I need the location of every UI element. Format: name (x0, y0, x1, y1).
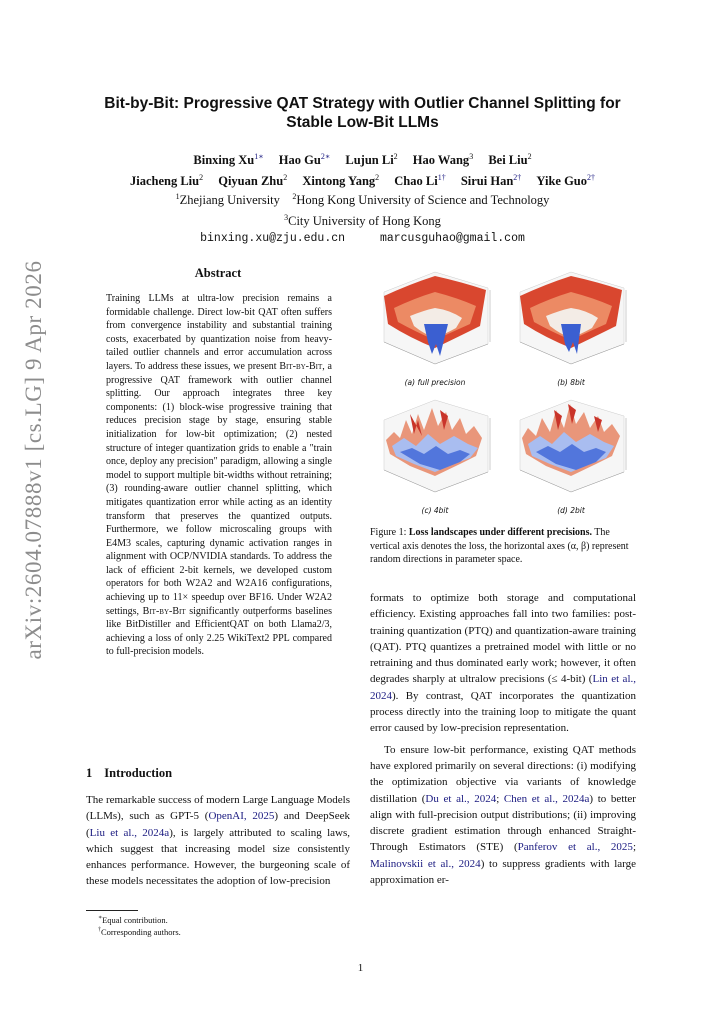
author: Sirui Han$^{2\dagger}$ (460, 173, 522, 189)
author: Binxing $Xu^{1∗}$ (193, 152, 264, 168)
panel-8bit (506, 262, 636, 388)
paragraph: To ensure low-bit performance, existing QAT methods have explored primarily on several directions: (i) modifying the optimization objective via variants of knowledge distillation (Du et al., 2024; Chen et al., 2024a) to better align with full-precision output distributions; (ii) improving discrete gradient estimation through enhanced Straight-Through Estimators (STE) (Panferov et al., 2025; Malinovskii et al., 2024) to suppress gradients with large approximation er- (370, 743, 637, 887)
email-link[interactable]: binxing.xu@zju.edu.cn (200, 232, 346, 246)
surface-plot (506, 262, 636, 378)
author-list (80, 148, 645, 190)
arxiv-id: arXiv:2604.07888v1 [cs.LG] 9 Apr 2026 (21, 260, 46, 660)
affiliations: $^1$Zhejiang University $^2$Hong Kong University of Science and Technology $^3$City University of Hong Kong binxing.xu@zju.edu.cn marcusguhao@gmail.com (175, 192, 550, 246)
panel-4bit (370, 390, 500, 516)
author: Hao $Gu^{2∗}$ (278, 152, 331, 168)
author: Chao $Li^{1\dagger}$ (394, 173, 446, 189)
author-line-1 (80, 148, 645, 169)
figure-loss-landscapes (368, 262, 638, 522)
panel-label: (a) full precision (404, 378, 466, 387)
abstract-heading: Abstract (194, 266, 242, 280)
citation-link[interactable]: OpenAI, 2025 (208, 810, 275, 823)
citation-link[interactable]: Panferov et al., 2025 (517, 841, 633, 854)
surface-plot (506, 390, 636, 506)
footnote-rule (86, 910, 138, 911)
author: Jiacheng Liu$^2$ (129, 173, 204, 189)
footnote: †Corresponding authors. (98, 926, 181, 937)
citation-link[interactable]: Chen et al., 2024a (503, 792, 590, 805)
author: Bei Liu$^2$ (488, 152, 532, 168)
panel-2bit (506, 390, 636, 516)
author: Lujun Li$^2$ (345, 152, 398, 168)
panel-label: (c) 4bit (421, 506, 449, 515)
citation-link[interactable]: Du et al., 2024 (425, 792, 497, 805)
citation-link[interactable]: Malinovskii et al., 2024 (370, 857, 481, 870)
surface-plot (370, 390, 500, 506)
page-number: 1 (357, 962, 364, 974)
citation-link[interactable]: Liu et al., 2024a (89, 826, 170, 839)
paragraph: formats to optimize both storage and computational efficiency. Existing approaches fall into two families: post-training quantization (PTQ) and quantization-aware training (QAT). PTQ quantizes a pretrained model with little or no retraining and thus dominated early work; however, it often degrades sharply at ultralow precisions (≤ 4-bit) (Lin et al., 2024). By contrast, QAT incorporates the quantization process directly into the training loop to mitigate the quant error caused by low-precision representation. (370, 592, 636, 735)
footnote: ∗Equal contribution. (98, 914, 168, 925)
author: Qiyuan Zhu$^2$ (218, 173, 288, 189)
panel-label: (d) 2bit (557, 506, 585, 515)
email-link[interactable]: marcusguhao@gmail.com (379, 232, 525, 246)
right-column-text (370, 590, 636, 893)
abstract-body: Training LLMs at ultra-low precision remains a formidable challenge. Direct low-bit QAT often suffers from convergence instability and substantial training costs, exacerbated by quantization noise from heavy-tailed outlier channels and error accumulation across layers. To address these issues, we present Bit-by-Bit, a progressive QAT framework with outlier channel splitting. Our approach integrates three key components: (1) block-wise progressive training that reduces precision stage by stage, ensuring stable initialization for low-bit optimization; (2) nested structure of integer quantization grids to enable a "train once, deploy any precision" paradigm, allowing a single model to support multiple bit-widths without retraining; (3) rounding-aware outlier channel splitting, which mitigates quantization error while acting as an identity transform that preserves the quantized outputs. Furthermore, we follow microscaling groups with E4M3 scales, capturing dynamic activation ranges in alignment with OCP/NVIDIA standards. To address the lack of efficient 2-bit kernels, we developed custom operators for both W2A2 and W2A16 configurations, achieving up to 11× speedup over BF16. Under W2A2 settings, Bit-by-Bit significantly outperforms baselines like BitDistiller and EfficientQAT on both Llama2/3, achieving a loss of only 2.25 WikiText2 PPL compared to full-precision models. (106, 293, 332, 658)
section-heading: 1 Introduction (86, 766, 173, 780)
affiliation: City University of Hong Kong (288, 214, 441, 229)
figure-caption: Figure 1: Loss landscapes under different precisions. The vertical axis denotes the loss, the horizontal axes (α, β) represent random directions in parameter space. (370, 527, 629, 566)
surface-plot (370, 262, 500, 378)
paper-title: Bit-by-Bit: Progressive QAT Strategy with Outlier Channel Splitting for Stable Low-Bit LLMs (104, 95, 621, 131)
author: Hao Wang$^3$ (412, 152, 474, 168)
intro-paragraph: The remarkable success of modern Large Language Models (LLMs), such as GPT-5 (OpenAI, 2025) and DeepSeek (Liu et al., 2024a), is largely attributed to scaling laws, which suggest that increasing model size consistently enhances performance. However, the burgeoning scale of these models necessitates the adoption of low-precision (86, 794, 351, 888)
author: Yike Guo$^{2\dagger}$ (536, 173, 595, 189)
affiliation: Zhejiang University (179, 193, 280, 208)
affiliation: Hong Kong University of Science and Technology (296, 193, 550, 208)
panel-full-precision (370, 262, 500, 388)
arxiv-sidebar-stamp (4, 190, 64, 730)
citation-link[interactable]: Lin et al., 2024 (370, 673, 636, 702)
panel-label: (b) 8bit (557, 378, 585, 387)
author: Xintong Yang$^2$ (302, 173, 380, 189)
